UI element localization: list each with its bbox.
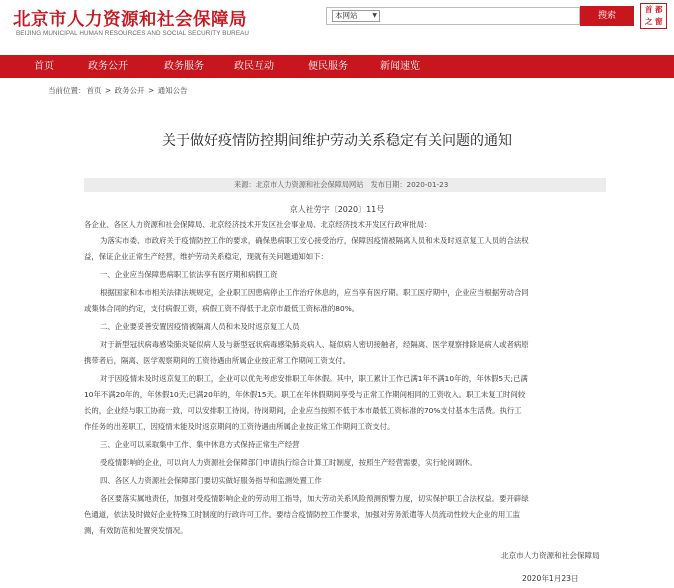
search-scope-select[interactable]	[332, 10, 380, 22]
main-nav	[0, 55, 674, 78]
article-line: 长的，企业经与职工协商一致，可以安排职工待岗。待岗期间，企业应当按照不低于本市最低工资标准的70%支付基本生活费。执行工	[84, 406, 522, 415]
logo-char: 首	[645, 5, 653, 14]
article-line: 益，保证企业正常生产经营，维护劳动关系稳定，现就有关问题通知如下：	[84, 252, 328, 261]
site-title[interactable]: 北京市人力资源和社会保障局	[13, 10, 247, 30]
article-title: 关于做好疫情防控期间维护劳动关系稳定有关问题的通知	[162, 133, 512, 149]
signing-organization: 北京市人力资源和社会保障局	[501, 551, 600, 560]
article-line: 根据国家和本市相关法律法规规定，企业职工因患病停止工作治疗休息的，应当享有医疗期。职工医疗期中，企业应当根据劳动合同	[100, 288, 529, 297]
article-line: 作任务的出差职工，因疫情未能及时返京期间的工资待遇由所属企业按正常工作期间工资支付。	[84, 422, 395, 431]
article-line: 为落实市委、市政府关于疫情防控工作的要求，确保患病职工安心接受治疗，保障因疫情被隔离人员和未及时返京复工人员的合法权	[100, 236, 529, 245]
article-meta-bar	[84, 178, 606, 192]
logo-char: 窗	[655, 17, 663, 26]
nav-item-gov-affairs-open[interactable]: 政务公开	[88, 61, 128, 72]
nav-item-citizen-services[interactable]: 便民服务	[308, 61, 348, 72]
search-input[interactable]	[385, 10, 577, 22]
article-line: 各企业、各区人力资源和社会保障局、北京经济技术开发区社会事业局、北京经济技术开发区行政审批局：	[84, 220, 432, 229]
article-line: 对于因疫情未及时返京复工的职工，企业可以优先考虑安排职工年休假。其中，职工累计工作已满1年不满10年的，年休假5天;已满	[100, 374, 528, 383]
nav-item-news[interactable]: 新闻速览	[380, 61, 420, 72]
document-number: 京人社劳字〔2020〕11号	[289, 205, 385, 214]
breadcrumb-separator: >	[104, 86, 112, 95]
article-line: 测，有效防范和处置突发情况。	[84, 526, 188, 535]
breadcrumb-label: 当前位置：	[48, 86, 86, 95]
logo-char: 都	[655, 5, 663, 14]
section-heading: 四、各区人力资源社会保障部门要切实做好服务指导和监测处置工作	[100, 476, 322, 485]
article-line: 携带者后，隔离、医学观察期间的工资待遇由所属企业按正常工作期间工资支付。	[84, 356, 351, 365]
search-box	[326, 7, 580, 25]
main-content	[0, 78, 674, 588]
article-meta: 来源：北京市人力资源和社会保障局网站 发布日期：2020-01-23	[234, 180, 449, 189]
site-subtitle: BEIJING MUNICIPAL HUMAN RESOURCES AND SOCIAL SECURITY BUREAU	[16, 30, 250, 37]
breadcrumb-item-gov-affairs-open[interactable]: 政务公开	[114, 86, 145, 95]
article-line: 对于新型冠状病毒感染肺炎疑似病人及与新型冠状病毒感染肺炎病人、疑似病人密切接触者，经隔离、医学观察排除是病人或者病原	[100, 340, 529, 349]
search-scope-value: 本网站	[335, 11, 358, 20]
capital-window-logo[interactable]	[640, 3, 667, 29]
article-line: 或集体合同的约定，支付病假工资，病假工资不得低于北京市最低工资标准的80%。	[84, 304, 360, 313]
chevron-down-icon: ▼	[372, 12, 377, 19]
article-line: 10年不满20年的，年休假10天;已满20年的，年休假15天。职工在年休假期间享受与正常工作期间相同的工资收入。职工未复工时间较	[84, 390, 526, 399]
article-line: 色通道，依法及时做好企业特殊工时制度的行政许可工作。要结合疫情防控工作要求，加强对劳务派遣等人员流动性较大企业的用工监	[84, 510, 521, 519]
breadcrumb	[48, 85, 189, 96]
nav-item-home[interactable]: 首页	[34, 61, 54, 72]
breadcrumb-item-home[interactable]: 首页	[86, 86, 102, 95]
nav-item-gov-services[interactable]: 政务服务	[164, 61, 204, 72]
nav-item-public-interaction[interactable]: 政民互动	[234, 61, 274, 72]
search-button[interactable]: 搜索	[580, 6, 634, 26]
section-heading: 三、企业可以采取集中工作、集中休息方式保持正常生产经营	[100, 440, 300, 449]
section-heading: 一、企业应当保障患病职工依法享有医疗期和病假工资	[100, 270, 278, 279]
article-line: 各区要落实属地责任，加强对受疫情影响企业的劳动用工指导，加大劳动关系风险预测预警力度，切实保护职工合法权益。要开辟绿	[100, 494, 529, 503]
article-line: 受疫情影响的企业，可以向人力资源社会保障部门申请执行综合计算工时制度，按照生产经营需要，实行轮岗调休。	[100, 458, 477, 467]
site-header	[0, 0, 674, 52]
logo-char: 之	[645, 17, 653, 26]
breadcrumb-separator: >	[147, 86, 155, 95]
section-heading: 二、企业要妥善安置因疫情被隔离人员和未及时返京复工人员	[100, 322, 300, 331]
signing-date: 2020年1月23日	[522, 574, 579, 583]
breadcrumb-item-notices[interactable]: 通知公告	[157, 86, 188, 95]
